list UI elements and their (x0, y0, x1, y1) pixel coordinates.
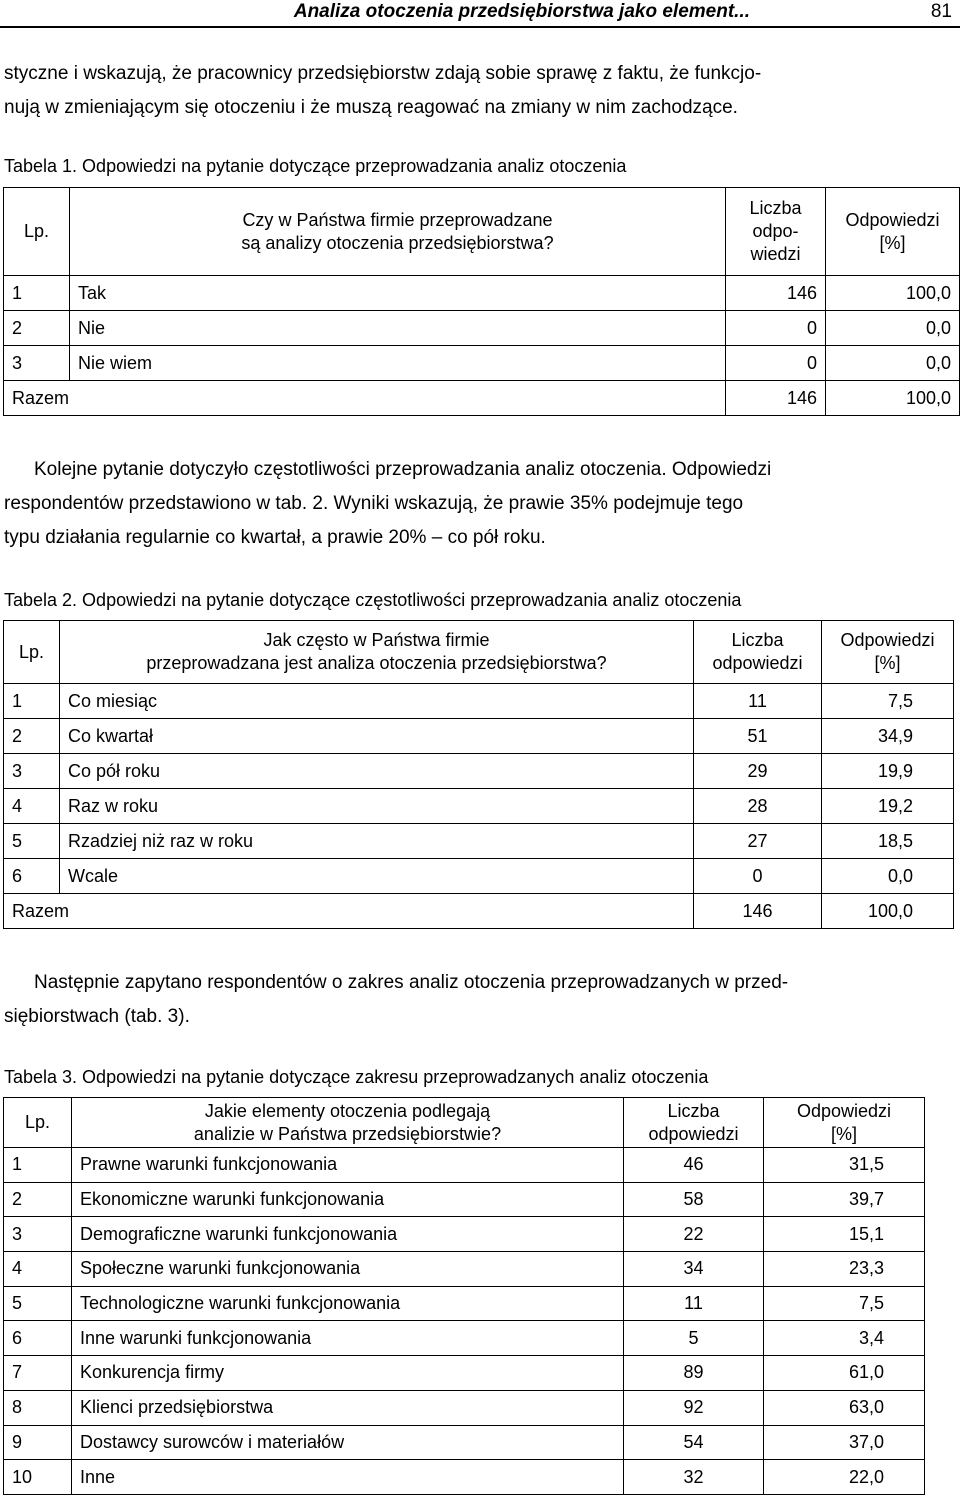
intro-line-2: nują w zmieniającym się otoczeniu i że muszą reagować na zmiany w nim zachodzące. (4, 97, 738, 118)
total-label: Razem (4, 894, 694, 929)
table2-header-pct (822, 621, 954, 684)
table3-header-lp: Lp. (4, 1098, 72, 1148)
intro-line-1: styczne i wskazują, że pracownicy przedsiębiorstw zdają sobie sprawę z faktu, że funkcjo- (4, 63, 762, 84)
table2-header-row (4, 621, 954, 684)
table-row (4, 1252, 925, 1287)
paragraph-3-line-1: Następnie zapytano respondentów o zakres analiz otoczenia przeprowadzanych w przed- (34, 972, 789, 993)
table-row (4, 789, 954, 824)
row-label: Nie wiem (70, 346, 726, 381)
paragraph-2 (4, 453, 956, 555)
row-pct: 23,3 (764, 1252, 925, 1287)
table2-header-pct-line2: [%] (874, 653, 901, 673)
table1-header-pct-line2: [%] (879, 232, 906, 253)
row-lp: 10 (4, 1460, 72, 1495)
row-count: 5 (624, 1321, 764, 1356)
table-row (4, 1460, 925, 1495)
table1-header-question (70, 188, 726, 276)
paragraph-2-line-1: Kolejne pytanie dotyczyło częstotliwości przeprowadzania analiz otoczenia. Odpowiedzi (34, 459, 772, 480)
table-row (4, 859, 954, 894)
table-row (4, 684, 954, 719)
row-pct: 63,0 (764, 1390, 925, 1425)
row-lp: 2 (4, 311, 70, 346)
table2-header-question-line1: Jak często w Państwa firmie (263, 630, 490, 650)
row-label: Konkurencja firmy (72, 1356, 624, 1391)
row-count: 11 (624, 1286, 764, 1321)
table-row (4, 754, 954, 789)
row-count: 92 (624, 1390, 764, 1425)
row-label: Społeczne warunki funkcjonowania (72, 1252, 624, 1287)
table-row (4, 1356, 925, 1391)
total-count: 146 (694, 894, 822, 929)
row-pct: 0,0 (822, 859, 954, 894)
row-lp: 8 (4, 1390, 72, 1425)
row-label: Demograficzne warunki funkcjonowania (72, 1217, 624, 1252)
table1-header-pct (826, 188, 960, 276)
row-count: 89 (624, 1356, 764, 1391)
table3 (3, 1097, 925, 1495)
row-count: 46 (624, 1148, 764, 1183)
row-lp: 1 (4, 1148, 72, 1183)
table1-caption: Tabela 1. Odpowiedzi na pytanie dotyczące przeprowadzania analiz otoczenia (4, 156, 627, 176)
row-count: 28 (694, 789, 822, 824)
total-count: 146 (726, 381, 826, 416)
row-count: 32 (624, 1460, 764, 1495)
row-lp: 3 (4, 346, 70, 381)
row-label: Rzadziej niż raz w roku (60, 824, 694, 859)
table-row (4, 311, 960, 346)
row-pct: 19,2 (822, 789, 954, 824)
table-row (4, 1148, 925, 1183)
row-count: 34 (624, 1252, 764, 1287)
row-lp: 9 (4, 1425, 72, 1460)
table2-header-count-line2: odpowiedzi (712, 653, 803, 673)
paragraph-3 (4, 966, 956, 1034)
row-pct: 100,0 (826, 276, 960, 311)
row-lp: 1 (4, 276, 70, 311)
table3-header-question-line2: analizie w Państwa przedsiębiorstwie? (193, 1123, 502, 1144)
row-pct: 22,0 (764, 1460, 925, 1495)
row-lp: 3 (4, 1217, 72, 1252)
row-label: Co pół roku (60, 754, 694, 789)
row-count: 146 (726, 276, 826, 311)
row-label: Prawne warunki funkcjonowania (72, 1148, 624, 1183)
row-count: 58 (624, 1182, 764, 1217)
table1 (3, 187, 960, 416)
table1-total-row (4, 381, 960, 416)
row-label: Technologiczne warunki funkcjonowania (72, 1286, 624, 1321)
table3-header-pct-line2: [%] (830, 1123, 857, 1144)
row-pct: 0,0 (826, 311, 960, 346)
row-pct: 31,5 (764, 1148, 925, 1183)
paragraph-3-line-2: siębiorstwach (tab. 3). (4, 1006, 190, 1027)
total-label: Razem (4, 381, 726, 416)
paragraph-2-line-3: typu działania regularnie co kwartał, a prawie 20% – co pół roku. (4, 527, 546, 548)
row-pct: 0,0 (826, 346, 960, 381)
row-lp: 2 (4, 719, 60, 754)
row-count: 0 (726, 311, 826, 346)
row-label: Raz w roku (60, 789, 694, 824)
table3-header-count-line1: Liczba (667, 1100, 720, 1121)
row-label: Wcale (60, 859, 694, 894)
row-label: Nie (70, 311, 726, 346)
row-pct: 19,9 (822, 754, 954, 789)
table3-header-count-line2: odpowiedzi (648, 1123, 739, 1144)
row-pct: 39,7 (764, 1182, 925, 1217)
table-row (4, 1321, 925, 1356)
row-pct: 61,0 (764, 1356, 925, 1391)
table2-header-question (60, 621, 694, 684)
row-pct: 18,5 (822, 824, 954, 859)
row-lp: 6 (4, 859, 60, 894)
table2-header-lp: Lp. (4, 621, 60, 684)
row-count: 27 (694, 824, 822, 859)
row-pct: 37,0 (764, 1425, 925, 1460)
row-label: Ekonomiczne warunki funkcjonowania (72, 1182, 624, 1217)
row-label: Co kwartał (60, 719, 694, 754)
row-label: Tak (70, 276, 726, 311)
table3-header-pct-line1: Odpowiedzi (796, 1100, 892, 1121)
total-pct: 100,0 (822, 894, 954, 929)
row-label: Inne warunki funkcjonowania (72, 1321, 624, 1356)
table3-header-count (624, 1098, 764, 1148)
row-label: Klienci przedsiębiorstwa (72, 1390, 624, 1425)
table1-header-pct-line1: Odpowiedzi (845, 209, 940, 230)
row-count: 51 (694, 719, 822, 754)
row-lp: 1 (4, 684, 60, 719)
table3-header-pct (764, 1098, 925, 1148)
row-count: 22 (624, 1217, 764, 1252)
table3-header-row (4, 1098, 925, 1148)
table2-total-row (4, 894, 954, 929)
table2-header-pct-line1: Odpowiedzi (840, 630, 935, 650)
table-row (4, 1182, 925, 1217)
table3-header-question-line1: Jakie elementy otoczenia podlegają (204, 1100, 491, 1121)
row-lp: 7 (4, 1356, 72, 1391)
table-row (4, 1390, 925, 1425)
row-lp: 4 (4, 1252, 72, 1287)
table2-header-count-line1: Liczba (731, 630, 784, 650)
table1-header-question-line1: Czy w Państwa firmie przeprowadzane (242, 209, 553, 230)
table2-header-question-line2: przeprowadzana jest analiza otoczenia przedsiębiorstwa? (146, 653, 607, 673)
table-row (4, 1286, 925, 1321)
row-label: Inne (72, 1460, 624, 1495)
table1-header-count-line3: wiedzi (750, 244, 801, 264)
table1-header-count-line1: Liczba (749, 198, 802, 218)
table2-caption: Tabela 2. Odpowiedzi na pytanie dotyczące częstotliwości przeprowadzania analiz otoczenia (4, 590, 742, 610)
row-count: 11 (694, 684, 822, 719)
row-lp: 6 (4, 1321, 72, 1356)
table1-header-question-line2: są analizy otoczenia przedsiębiorstwa? (241, 232, 554, 253)
row-label: Dostawcy surowców i materiałów (72, 1425, 624, 1460)
table-row (4, 346, 960, 381)
row-pct: 7,5 (822, 684, 954, 719)
row-lp: 4 (4, 789, 60, 824)
row-pct: 3,4 (764, 1321, 925, 1356)
table2-header-count (694, 621, 822, 684)
row-count: 0 (726, 346, 826, 381)
table-row (4, 1217, 925, 1252)
paragraph-2-line-2: respondentów przedstawiono w tab. 2. Wyniki wskazują, że prawie 35% podejmuje tego (4, 493, 744, 514)
table3-caption: Tabela 3. Odpowiedzi na pytanie dotyczące zakresu przeprowadzanych analiz otoczenia (4, 1067, 709, 1087)
row-count: 54 (624, 1425, 764, 1460)
table-row (4, 1425, 925, 1460)
row-count: 29 (694, 754, 822, 789)
table-row (4, 276, 960, 311)
table2 (3, 620, 954, 929)
table-row (4, 719, 954, 754)
row-pct: 15,1 (764, 1217, 925, 1252)
table1-header-row (4, 188, 960, 276)
row-label: Co miesiąc (60, 684, 694, 719)
page-number: 81 (930, 1, 952, 22)
table1-header-count (726, 188, 826, 276)
row-pct: 34,9 (822, 719, 954, 754)
intro-paragraph (4, 57, 956, 125)
table3-header-question (72, 1098, 624, 1148)
row-lp: 2 (4, 1182, 72, 1217)
table1-header-lp: Lp. (4, 188, 70, 276)
table-row (4, 824, 954, 859)
row-lp: 5 (4, 1286, 72, 1321)
row-count: 0 (694, 859, 822, 894)
row-lp: 5 (4, 824, 60, 859)
row-lp: 3 (4, 754, 60, 789)
running-header (0, 0, 960, 28)
total-pct: 100,0 (826, 381, 960, 416)
header-title: Analiza otoczenia przedsiębiorstwa jako element... (293, 1, 750, 22)
table1-header-count-line2: odpo- (752, 221, 799, 241)
row-pct: 7,5 (764, 1286, 925, 1321)
